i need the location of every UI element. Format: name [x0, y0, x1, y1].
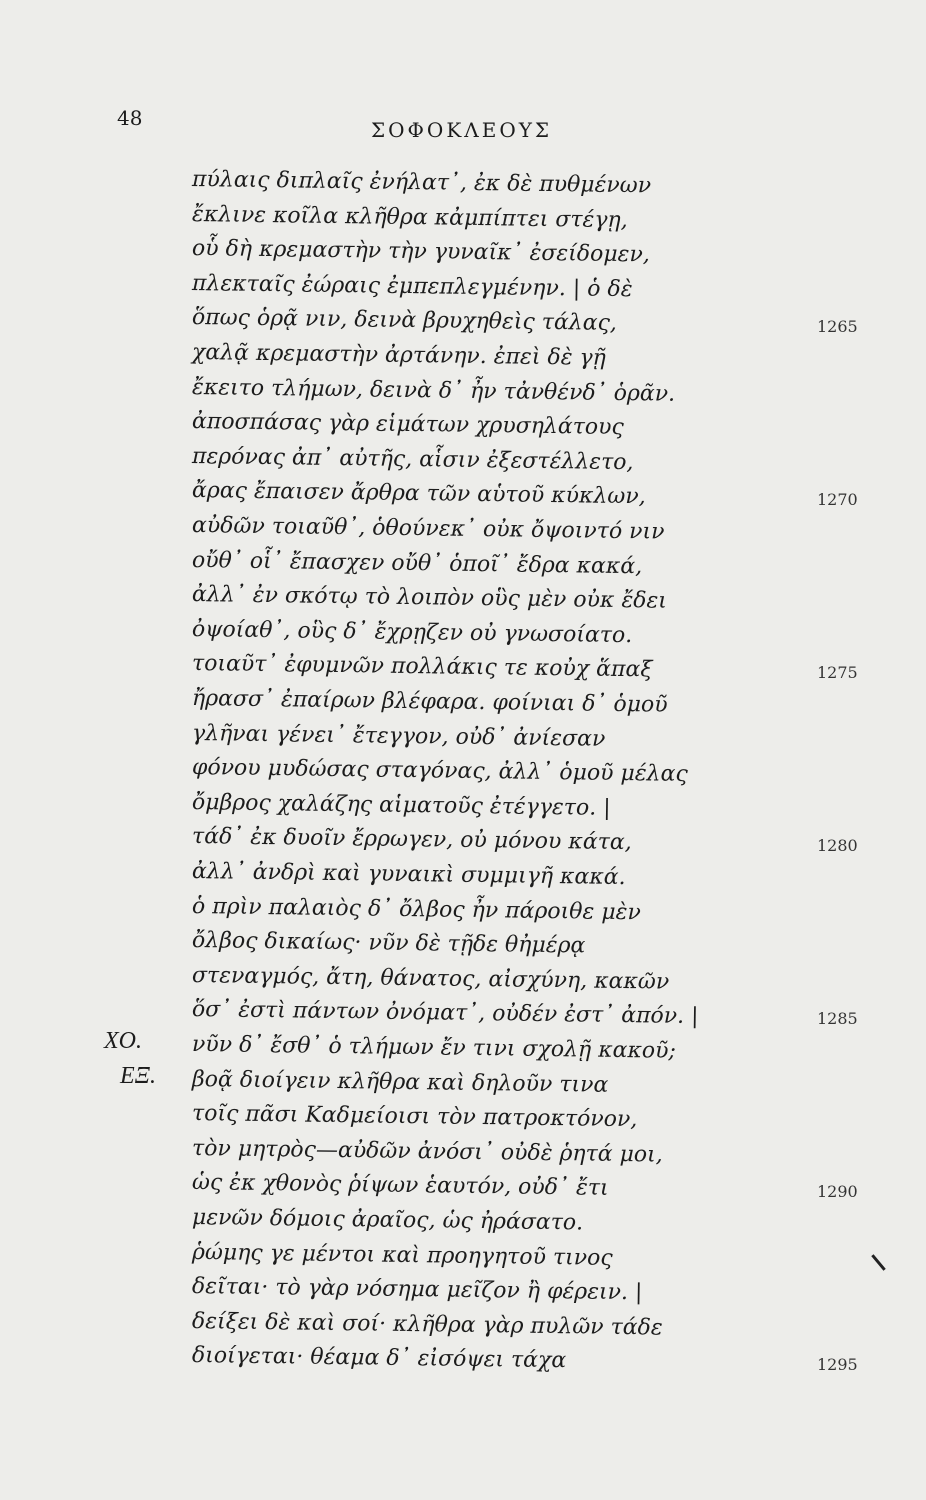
verse-line: τὸν μητρὸς—αὐδῶν ἀνόσι᾽ οὐδὲ ῥητά μοι, — [191, 1135, 663, 1168]
verse-line: φόνου μυδώσας σταγόνας, ἀλλ᾽ ὁμοῦ μέλας — [191, 755, 688, 788]
verse-line: αὐδῶν τοιαῦθ᾽, ὁθούνεκ᾽ οὐκ ὄψοιντό νιν — [191, 513, 665, 545]
verse-line: δεῖται· τὸ γὰρ νόσημα μεῖζον ἢ φέρειν. | — [191, 1274, 643, 1306]
verse-line: ῥώμης γε μέντοι καὶ προηγητοῦ τινος — [191, 1239, 613, 1271]
verse-line: χαλᾷ κρεμαστὴν ἀρτάνην. ἐπεὶ δὲ γῇ — [191, 340, 606, 371]
line-number: 1270 — [817, 490, 858, 510]
verse-line: ὁ πρὶν παλαιὸς δ᾽ ὄλβος ἦν πάροιθε μὲν — [191, 893, 641, 925]
verse-line: ὅσ᾽ ἐστὶ πάντων ὀνόματ᾽, οὐδέν ἐστ᾽ ἀπόν. | — [191, 997, 699, 1030]
verse-line: πλεκταῖς ἐώραις ἐμπεπλεγμένην. | ὁ δὲ — [191, 270, 633, 302]
verse-line: οὗ δὴ κρεμαστὴν τὴν γυναῖκ᾽ ἐσείδομεν, — [191, 236, 650, 268]
verse-line: ὄλβος δικαίως· νῦν δὲ τῇδε θἠμέρᾳ — [191, 928, 586, 959]
ink-mark — [871, 1254, 886, 1270]
verse-line: τάδ᾽ ἐκ δυοῖν ἔρρωγεν, οὐ μόνου κάτα, — [191, 824, 632, 856]
verse-line: οὔθ᾽ οἷ᾽ ἔπασχεν οὔθ᾽ ὁποῖ᾽ ἔδρα κακά, — [191, 547, 643, 579]
line-number: 1290 — [817, 1182, 858, 1202]
speaker-label: ΧΟ. — [104, 1028, 142, 1054]
line-number: 1295 — [817, 1355, 858, 1375]
verse-line: ἤρασσ᾽ ἐπαίρων βλέφαρα. φοίνιαι δ᾽ ὁμοῦ — [191, 686, 668, 718]
line-number: 1265 — [817, 317, 858, 337]
verse-line: γλῆναι γένει᾽ ἔτεγγον, οὐδ᾽ ἀνίεσαν — [191, 720, 606, 752]
verse-line: νῦν δ᾽ ἔσθ᾽ ὁ τλήμων ἔν τινι σχολῇ κακοῦ; — [191, 1032, 677, 1064]
running-head: ΣΟΦΟΚΛΕΟΥΣ — [371, 118, 553, 142]
verse-line: ἀλλ᾽ ἀνδρὶ καὶ γυναικὶ συμμιγῆ κακά. — [191, 859, 626, 891]
page-number: 48 — [117, 106, 143, 130]
verse-line: πύλαις διπλαῖς ἐνήλατ᾽, ἐκ δὲ πυθμένων — [191, 167, 652, 199]
verse-line: ὅπως ὁρᾷ νιν, δεινὰ βρυχηθεὶς τάλας, — [191, 305, 618, 337]
verse-line: περόνας ἀπ᾽ αὐτῆς, αἷσιν ἐξεστέλλετο, — [191, 443, 634, 475]
verse-line: τοιαῦτ᾽ ἐφυμνῶν πολλάκις τε κοὐχ ἅπαξ — [191, 651, 653, 683]
verse-line: ἀποσπάσας γὰρ εἱμάτων χρυσηλάτους — [191, 409, 624, 441]
verse-line: ἔκειτο τλήμων, δεινὰ δ᾽ ἦν τἀνθένδ᾽ ὁρᾶν. — [191, 374, 676, 407]
line-number: 1280 — [817, 836, 858, 856]
verse-line: ὄμβρος χαλάζης αἱματοῦς ἐτέγγετο. | — [191, 789, 611, 821]
speaker-label: ΕΞ. — [120, 1062, 156, 1089]
verse-line: μενῶν δόμοις ἀραῖος, ὡς ἠράσατο. — [191, 1205, 584, 1236]
verse-line: ἀλλ᾽ ἐν σκότῳ τὸ λοιπὸν οὓς μὲν οὐκ ἔδει — [191, 582, 668, 614]
line-number: 1275 — [817, 663, 858, 683]
verse-line: στεναγμός, ἄτη, θάνατος, αἰσχύνη, κακῶν — [191, 962, 670, 995]
verse-line: τοῖς πᾶσι Καδμείοισι τὸν πατροκτόνον, — [191, 1101, 638, 1133]
line-number: 1285 — [817, 1009, 858, 1029]
verse-line: διοίγεται· θέαμα δ᾽ εἰσόψει τάχα — [191, 1343, 567, 1374]
verse-line: ἔκλινε κοῖλα κλῆθρα κἀμπίπτει στέγῃ, — [191, 201, 628, 233]
verse-line: ἄρας ἔπαισεν ἄρθρα τῶν αὑτοῦ κύκλων, — [191, 478, 646, 510]
verse-line: δείξει δὲ καὶ σοί· κλῆθρα γὰρ πυλῶν τάδε — [191, 1308, 663, 1341]
verse-line: ὡς ἐκ χθονὸς ῥίψων ἑαυτόν, οὐδ᾽ ἔτι — [191, 1170, 609, 1202]
verse-line: ὀψοίαθ᾽, οὓς δ᾽ ἔχρῃζεν οὐ γνωσοίατο. — [191, 616, 633, 648]
verse-line: βοᾷ διοίγειν κλῆθρα καὶ δηλοῦν τινα — [191, 1066, 609, 1098]
